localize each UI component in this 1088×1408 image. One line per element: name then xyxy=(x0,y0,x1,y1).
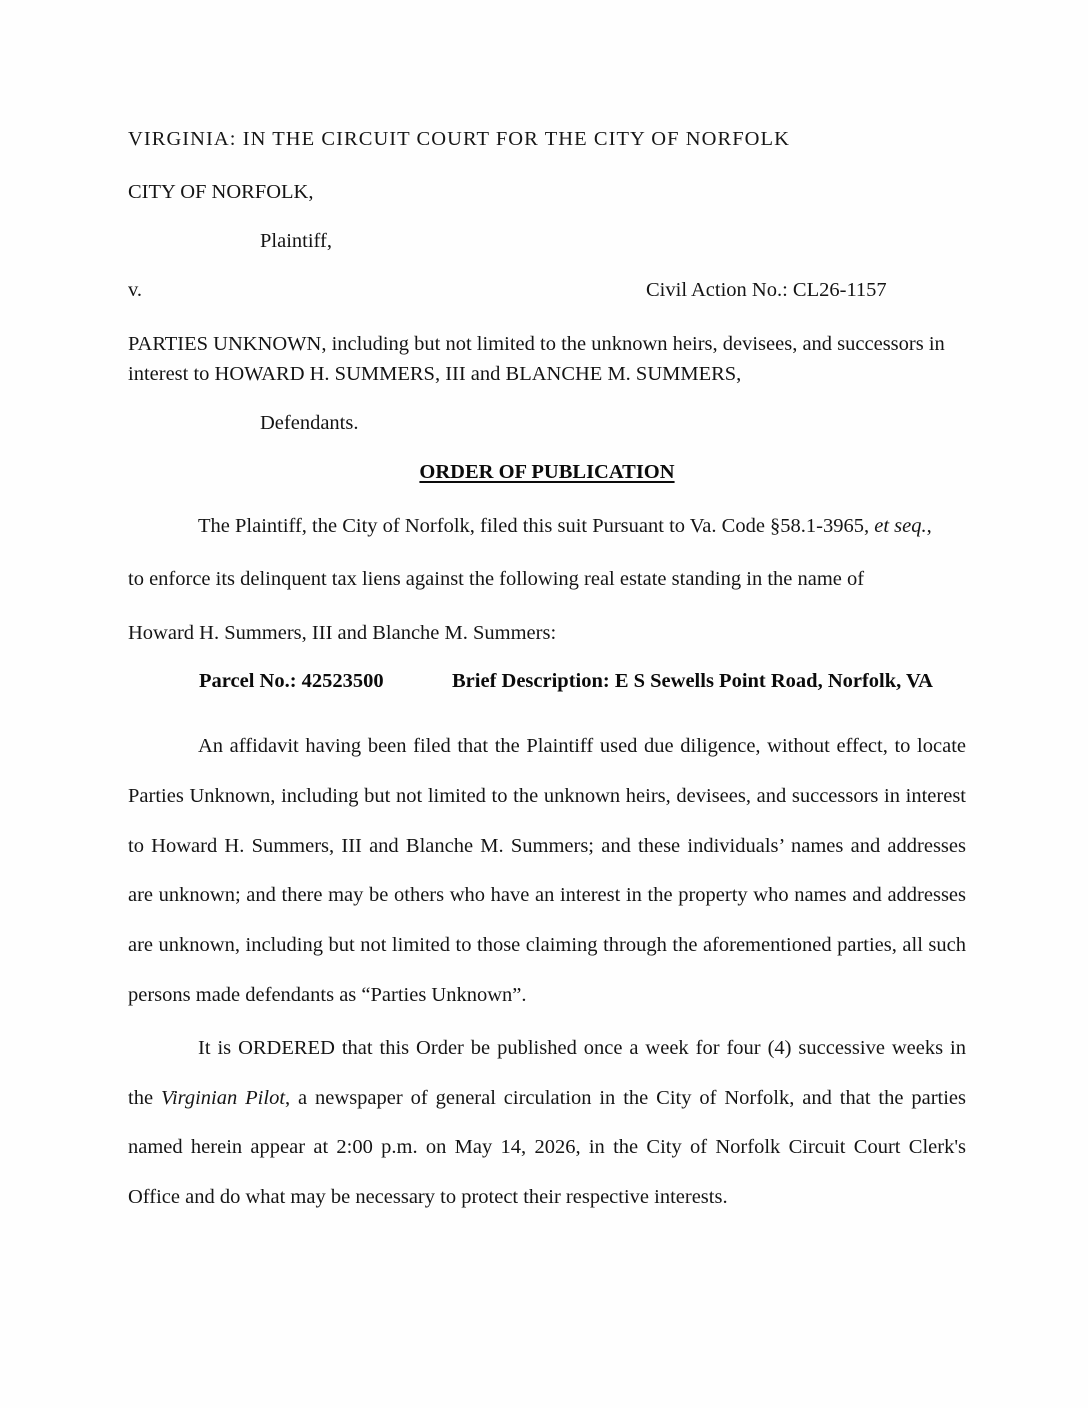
paragraph-owner-names: Howard H. Summers, III and Blanche M. Summers: xyxy=(128,621,557,644)
defendants-label: Defendants. xyxy=(260,411,359,434)
paragraph-suit-citation xyxy=(128,502,966,552)
document-content xyxy=(128,128,966,1227)
paragraph-ordered xyxy=(128,1024,966,1222)
paragraph-suit-part2: , xyxy=(926,514,932,537)
paragraph-ordered-part1: It is ORDERED that this Order be published once a week for four (4) successive weeks in the xyxy=(128,1037,966,1109)
defendant-party-block: PARTIES UNKNOWN, including but not limited to the unknown heirs, devisees, and successors in interest to HOWARD H. SUMMERS, III and BLANCHE M. SUMMERS, xyxy=(128,333,945,386)
plaintiff-name: CITY OF NORFOLK, xyxy=(128,181,314,203)
paragraph-enforce-liens: to enforce its delinquent tax liens against the following real estate standing in the name of xyxy=(128,568,865,591)
page-title xyxy=(128,461,966,484)
brief-description-label: Brief Description: E S Sewells Point Road, Norfolk, VA xyxy=(452,670,933,693)
paragraph-suit-part1: The Plaintiff, the City of Norfolk, filed this suit Pursuant to Va. Code §58.1-3965, xyxy=(198,514,875,537)
citation-et-seq: et seq. xyxy=(874,514,927,537)
versus-row xyxy=(128,279,966,305)
page-title-text: ORDER OF PUBLICATION xyxy=(419,460,675,483)
plaintiff-label: Plaintiff, xyxy=(260,230,332,252)
paragraph-affidavit: An affidavit having been filed that the Plaintiff used due diligence, without effect, to locate Parties Unknown, including but not limited to the unknown heirs, devisees, and successors in interest to Howard H. Summers, III and Blanche M. Summers; and these individuals’ names and addresses are unknown; and there may be others who have an interest in the property who names and addresses are unknown, including but not limited to those claiming through the aforementioned parties, all such persons made defendants as “Parties Unknown”. xyxy=(128,735,966,1006)
parcel-number-label: Parcel No.: 42523500 xyxy=(199,670,384,693)
parcel-row xyxy=(128,670,966,714)
paragraph-ordered-part2: , a newspaper of general circulation in the City of Norfolk, and that the parties named herein appear at 2:00 p.m. on May 14, 2026, in the City of Norfolk Circuit Court Clerk's Office and do what may be necessary to protect their respective interests. xyxy=(128,1086,967,1208)
newspaper-name: Virginian Pilot xyxy=(160,1086,286,1109)
versus-label: v. xyxy=(128,279,143,301)
case-number: Civil Action No.: CL26-1157 xyxy=(646,279,887,301)
court-header: VIRGINIA: IN THE CIRCUIT COURT FOR THE CITY OF NORFOLK xyxy=(128,128,790,150)
